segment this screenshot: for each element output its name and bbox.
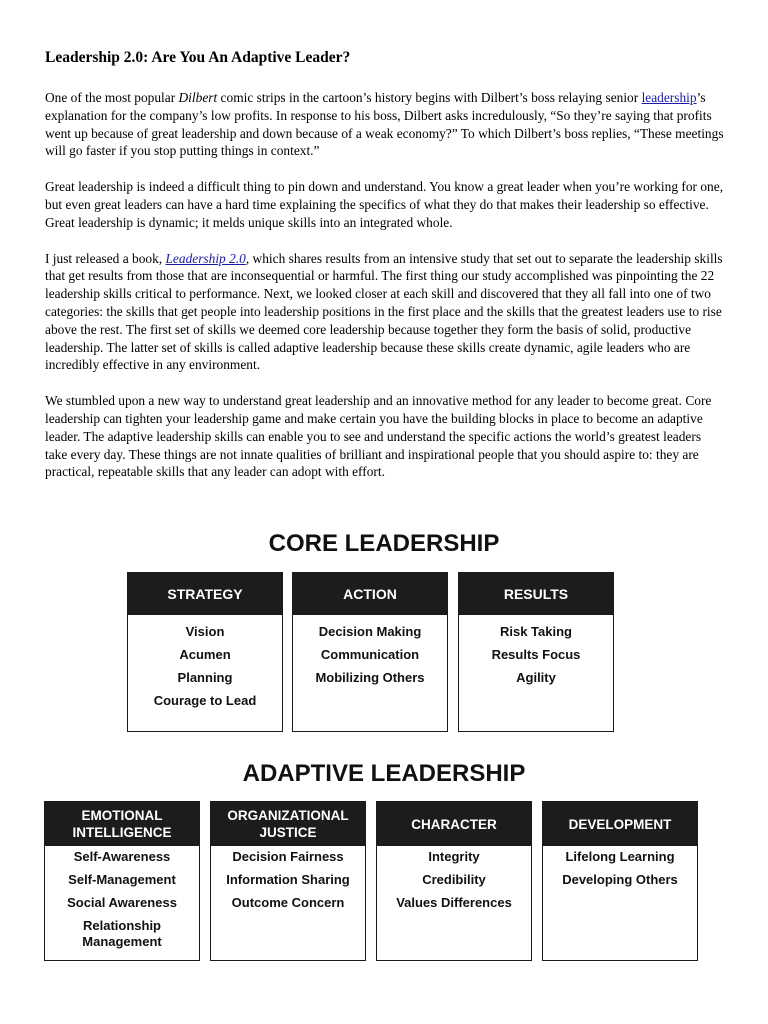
results-items <box>459 615 613 689</box>
strategy-items <box>128 615 282 712</box>
book-link-text: Leadership 2.0 <box>165 250 246 266</box>
dilbert-italic: Dilbert <box>178 90 218 105</box>
skill-item: Agility <box>516 670 556 685</box>
skill-item: Acumen <box>179 647 231 662</box>
results-header: RESULTS <box>459 573 613 615</box>
paragraph-4: We stumbled upon a new way to understand great leadership and an innovative method for any leader to become great. Core leadership can tighten your leadership game and make certain you have the building blocks in place to become an adaptive leader. The adaptive leadership skills can enable you to see and understand the specific actions the world’s greatest leaders take every day. These things are not innate qualities of brilliant and inspirational people that you should aspire to: they are practical, repeatable skills that any leader can adopt with effort. <box>45 393 712 480</box>
article-title: Leadership 2.0: Are You An Adaptive Leader? <box>45 49 351 66</box>
p1-text-c: ’s explanation for the company’s low profits. In response to his boss, Dilbert asks incredulously, “So they’re saying that profits went up because of great leadership and down because of a weak economy?” To which Dilbert’s boss replies, “These meetings will go faster if you stop putting things in context.” <box>45 90 724 159</box>
development-header: DEVELOPMENT <box>543 802 697 846</box>
paragraph-1 <box>45 89 725 160</box>
emotional-intelligence-items <box>45 846 199 950</box>
organizational-justice-items <box>211 846 365 911</box>
character-header: CHARACTER <box>377 802 531 846</box>
character-box <box>376 801 532 961</box>
strategy-box <box>127 572 283 732</box>
skill-item: Information Sharing <box>226 872 350 887</box>
skill-item: Values Differences <box>396 895 512 910</box>
emotional-intelligence-box <box>44 801 200 961</box>
emotional-intelligence-header: EMOTIONAL INTELLIGENCE <box>45 802 199 846</box>
action-items <box>293 615 447 689</box>
skill-item: Courage to Lead <box>153 693 257 708</box>
organizational-justice-header: ORGANIZATIONAL JUSTICE <box>211 802 365 846</box>
development-box <box>542 801 698 961</box>
character-items <box>377 846 531 911</box>
p3-text-b: , which shares results from an intensive study that set out to separate the leadership skills that get results from those that are inconsequential or harmful. The first thing our study accomplished was pinpointing the 22 leadership skills critical to performance. Next, we looked closer at each skill and discovered that they all fall into one of two categories: the skills that get people into leadership positions in the first place and the skills that the greatest leaders use to rise above the rest. The first set of skills we deemed core leadership because together they form the basis of solid, productive leadership. The latter set of skills is called adaptive leadership because these skills create dynamic, agile leaders who are incredibly effective in any environment. <box>45 250 723 373</box>
skill-item: Integrity <box>428 849 480 864</box>
strategy-header: STRATEGY <box>128 573 282 615</box>
paragraph-2: Great leadership is indeed a difficult thing to pin down and understand. You know a great leader when you’re working for one, but even great leaders can have a hard time explaining the specifics of what they do that makes their leadership so effective. Great leadership is dynamic; it melds unique skills into an integrated whole. <box>45 179 724 230</box>
skill-item: Mobilizing Others <box>315 670 425 685</box>
article <box>45 48 725 499</box>
skill-item: Social Awareness <box>67 895 177 910</box>
skill-item: Relationship Management <box>82 918 162 949</box>
skill-item: Developing Others <box>562 872 678 887</box>
skill-item: Decision Making <box>318 624 422 639</box>
skill-item: Outcome Concern <box>231 895 345 910</box>
book-link[interactable] <box>165 251 245 266</box>
skill-item: Planning <box>177 670 233 685</box>
skill-item: Communication <box>320 647 420 662</box>
leadership-link[interactable]: leadership <box>641 90 697 105</box>
organizational-justice-box <box>210 801 366 961</box>
development-items <box>543 846 697 888</box>
paragraph-3 <box>45 250 725 375</box>
skill-item: Self-Management <box>68 872 176 887</box>
p3-text-a: I just released a book, <box>45 250 166 266</box>
p1-text-b: comic strips in the cartoon’s history begins with Dilbert’s boss relaying senior <box>217 90 642 105</box>
action-box <box>292 572 448 732</box>
skill-item: Lifelong Learning <box>565 849 675 864</box>
skill-item: Results Focus <box>491 647 581 662</box>
results-box <box>458 572 614 732</box>
adaptive-leadership-heading: ADAPTIVE LEADERSHIP <box>242 760 526 787</box>
skill-item: Credibility <box>422 872 486 887</box>
core-leadership-heading: CORE LEADERSHIP <box>268 530 500 557</box>
p1-text-a: One of the most popular <box>45 90 179 105</box>
skill-item: Decision Fairness <box>232 849 344 864</box>
skill-item: Self-Awareness <box>73 849 171 864</box>
skill-item: Risk Taking <box>499 624 572 639</box>
skill-item: Vision <box>185 624 225 639</box>
action-header: ACTION <box>293 573 447 615</box>
